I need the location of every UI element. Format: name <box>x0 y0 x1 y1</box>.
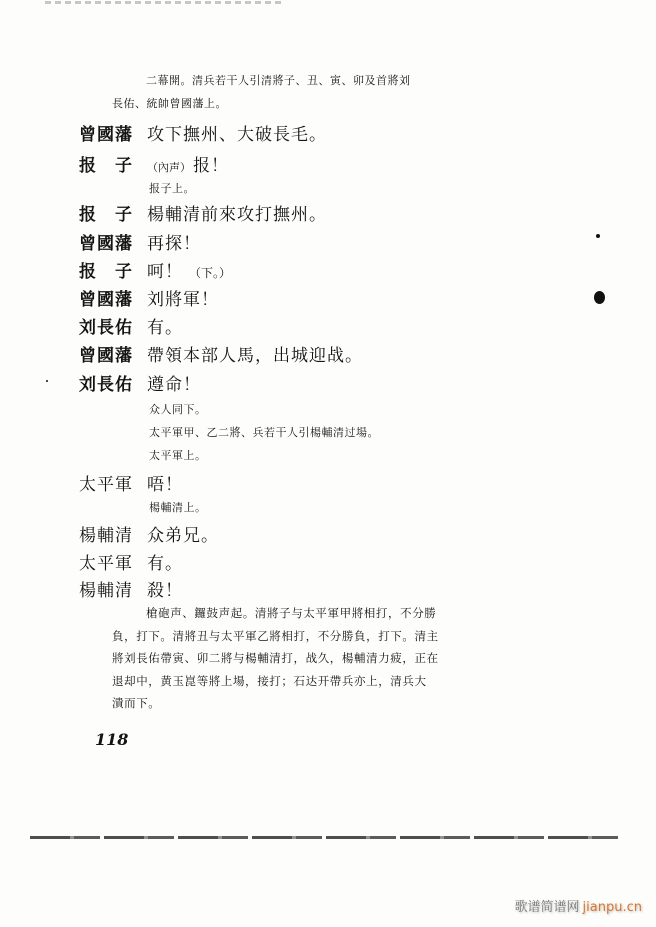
speech-text: 再探！ <box>147 234 201 254</box>
closing-stage-direction <box>112 602 492 715</box>
speaker-name: 楊輔清 <box>79 526 133 546</box>
speaker-name: 报 子 <box>79 205 133 225</box>
speaker-name: 太平軍 <box>79 475 133 495</box>
opening-stage-direction <box>112 69 472 115</box>
speech-text: 殺！ <box>147 581 183 601</box>
speaker-name: 报 子 <box>79 262 133 282</box>
watermark <box>515 896 642 915</box>
speech-text: 遵命！ <box>147 375 201 395</box>
stage-direction: 众人同下。 <box>149 403 207 416</box>
stage-direction-line: 槍砲声、鑼鼓声起。清將子与太平軍甲將相打，不分勝 <box>146 606 437 620</box>
speaker-name: 刘長佑 <box>79 375 133 395</box>
speaker-name: 楊輔清 <box>79 581 133 601</box>
dialogue-line <box>79 576 183 601</box>
speech-text: 刘將軍！ <box>147 290 219 310</box>
stage-direction: 报子上。 <box>149 182 195 195</box>
dialogue-line <box>79 200 327 225</box>
stage-direction: 太平軍甲、乙二將、兵若干人引楊輔清过場。 <box>149 426 379 439</box>
stage-direction-line: 將刘長佑帶寅、卯二將与楊輔清打，战久，楊輔清力疲，正在 <box>112 651 439 665</box>
scan-artifact-top <box>45 1 285 4</box>
stage-direction-line: 退却中，黄玉崑等將上場，接打；石达开帶兵亦上，清兵大 <box>112 673 427 688</box>
speech-text: 众弟兄。 <box>147 526 219 546</box>
speech-text: 有。 <box>147 554 183 574</box>
speaker-name: 刘長佑 <box>79 318 133 338</box>
speech-text: 帶領本部人馬，出城迎战。 <box>147 346 363 366</box>
dialogue-line <box>79 313 183 338</box>
exit-note: （下。） <box>189 266 232 280</box>
dialogue-line <box>79 370 201 395</box>
speech-text: 有。 <box>147 318 183 338</box>
dialogue-line <box>79 285 219 310</box>
dialogue-line <box>79 257 231 282</box>
speech-text: 楊輔清前來攻打撫州。 <box>147 205 327 225</box>
ink-blot <box>594 291 605 304</box>
stage-direction-line: 負，打下。清將丑与太平軍乙將相打，不分勝負，打下。清主 <box>112 628 439 643</box>
stage-direction: 楊輔清上。 <box>149 501 207 514</box>
offstage-note: （內声） <box>147 161 191 174</box>
speaker-name: 曾國藩 <box>79 125 133 145</box>
dialogue-line <box>79 120 327 145</box>
dialogue-line <box>79 151 229 176</box>
watermark-text: 歌谱简谱网 <box>514 900 580 915</box>
ink-speck <box>596 234 600 238</box>
stage-direction: 太平軍上。 <box>149 449 207 462</box>
dialogue-line <box>79 521 219 546</box>
speech-text: 报！ <box>193 156 229 176</box>
dialogue-line <box>79 229 201 254</box>
speaker-name: 报 子 <box>79 156 133 176</box>
stage-direction-line: 二幕開。清兵若干人引清將子、丑、寅、卯及首將刘 <box>146 74 411 87</box>
page-number: 118 <box>95 730 129 749</box>
dialogue-line <box>79 470 183 495</box>
speech-text: 呵！ <box>147 262 183 282</box>
dialogue-line <box>79 549 183 574</box>
watermark-domain: jianpu.cn <box>582 900 642 915</box>
dialogue-line <box>79 341 363 366</box>
speaker-name: 曾國藩 <box>79 234 133 254</box>
speech-text: 攻下撫州、大破長毛。 <box>147 125 327 145</box>
stage-direction-line: 長佑、統帥曾國藩上。 <box>112 97 227 110</box>
speaker-name: 曾國藩 <box>79 290 133 310</box>
speaker-name: 太平軍 <box>79 554 133 574</box>
stage-direction-line: 潰而下。 <box>112 696 161 710</box>
scan-artifact-bottom-rule <box>30 836 620 839</box>
speech-text: 唔！ <box>147 475 183 495</box>
speaker-name: 曾國藩 <box>79 346 133 366</box>
ink-speck <box>46 380 48 382</box>
